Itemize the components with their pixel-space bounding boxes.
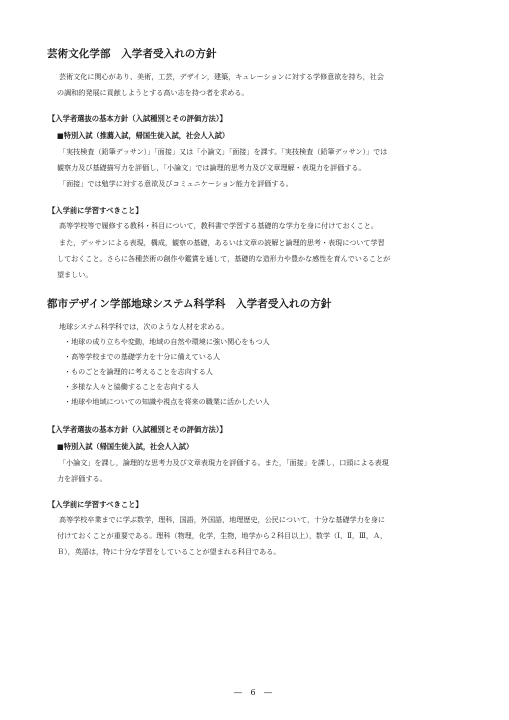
section2-prelearn-line2: 付けておくことが重要である。理科（物理，化学，生物，地学から２科目以上），数学（Ⅰ，Ⅱ，Ⅲ，Ａ， xyxy=(57,531,388,540)
section2-bullet-1: ・地球の成り立ちや変動，地域の自然や環境に強い関心をもつ人 xyxy=(64,337,270,346)
section1-prelearn-line4: 望ましい。 xyxy=(57,270,93,279)
section1-special-text-line3: 「面接」では勉学に対する意欲及びコミュニケーション能力を評価する。 xyxy=(59,179,293,188)
section2-title: 都市デザイン学部地球システム科学科 入学者受入れの方針 xyxy=(47,298,332,310)
section1-prelearn-heading: 【入学前に学習すべきこと】 xyxy=(48,206,143,215)
section2-basic-policy-heading: 【入学者選抜の基本方針（入試種別とその評価方法）】 xyxy=(48,425,227,434)
section1-prelearn-line1: 高等学校等で履修する教科・科目について，教科書で学習する基礎的な学力を身に付けておくこと。 xyxy=(59,221,378,230)
section1-basic-policy-heading: 【入学者選抜の基本方針（入試種別とその評価方法）】 xyxy=(48,114,227,123)
section2-prelearn-line3: Ｂ），英語は，特に十分な学習をしていることが望まれる科目である。 xyxy=(57,547,281,556)
section2-bullet-3: ・ものごとを論理的に考えることを志向する人 xyxy=(64,367,213,376)
section2-prelearn-line1: 高等学校卒業までに学ぶ数学，理科，国語，外国語，地理歴史，公民について，十分な基礎学力を身に xyxy=(59,515,386,524)
section2-prelearn-heading: 【入学前に学習すべきこと】 xyxy=(48,500,143,509)
section1-intro-line1: 芸術文化に関心があり、美術，工芸，デザイン，建築，キュレーションに対する学修意欲を持ち，社会 xyxy=(59,72,384,81)
section2-bullet-4: ・多様な人々と協働することを志向する人 xyxy=(64,382,199,391)
section2-special-text-line1: 「小論文」を課し，論理的な思考力及び文章表現力を評価する。また，「面接」を課し，口頭による表現 xyxy=(59,458,389,467)
section1-prelearn-line3: しておくこと。さらに各種芸術の創作や鑑賞を通して，基礎的な造形力や豊かな感性を育んでいることが xyxy=(57,254,391,263)
section1-title: 芸術文化学部 入学者受入れの方針 xyxy=(47,48,217,60)
section2-bullet-5: ・地球や地域についての知識や視点を将来の職業に活かしたい人 xyxy=(64,397,270,406)
section2-intro: 地球システム科学科では，次のような人材を求める。 xyxy=(59,322,229,331)
section2-special-exam-heading: ■特別入試（帰国生徒入試，社会人入試） xyxy=(57,442,194,451)
section1-prelearn-line2: また，デッサンによる表現，構成，観察の基礎，あるいは文章の読解と論理的思考・表現について学習 xyxy=(59,238,385,247)
section1-special-text-line2: 観察力及び基礎描写力を評価し，「小論文」では論理的思考力及び文章理解・表現力を評価する。 xyxy=(57,163,366,172)
section2-bullet-2: ・高等学校までの基礎学力を十分に備えている人 xyxy=(64,352,221,361)
section1-special-text-line1: 「実技検査（鉛筆デッサン）」「面接」又は「小論文」「面接」を課す。「実技検査（鉛筆デッサン）」では xyxy=(59,147,388,156)
section2-special-text-line2: 力を評価する。 xyxy=(57,474,107,483)
section1-intro-line2: の調和的発展に貢献しようとする高い志を持つ者を求める。 xyxy=(57,88,249,97)
section1-special-exam-heading: ■特別入試（推薦入試，帰国生徒入試，社会人入試） xyxy=(57,131,230,140)
page-number: ― 6 ― xyxy=(233,688,276,697)
